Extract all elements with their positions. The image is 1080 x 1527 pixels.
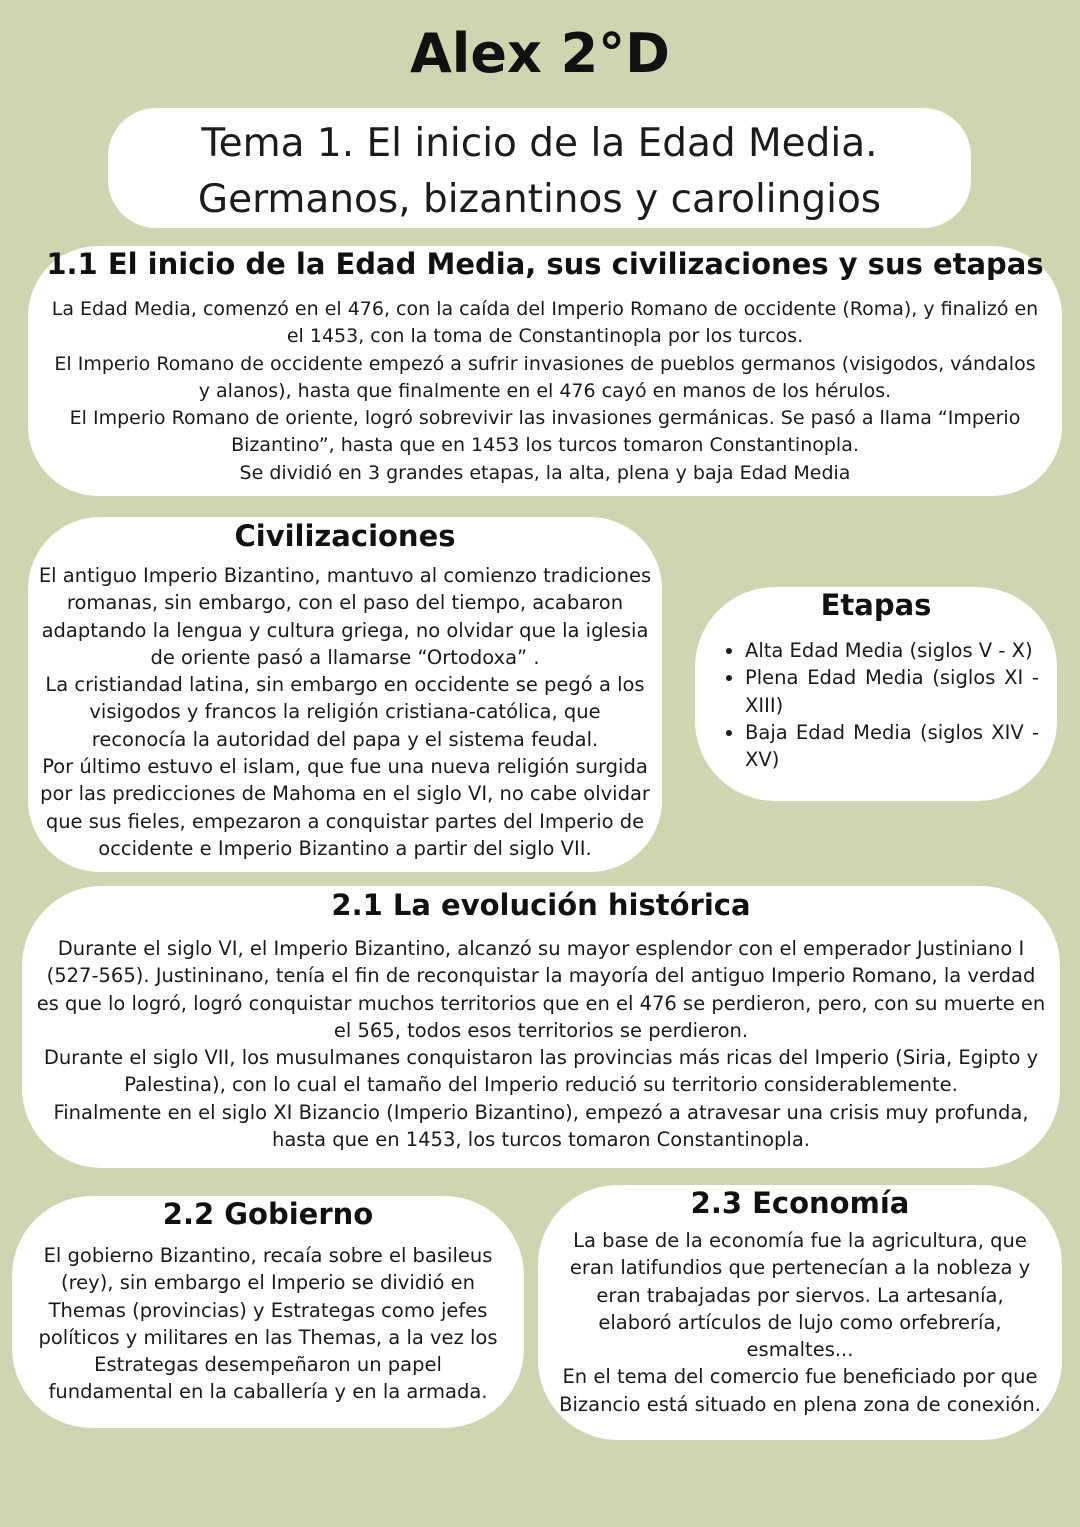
text-line: eran latifundios que pertenecían a la nobleza y (569, 1256, 1031, 1280)
text-line: visigodos y francos la religión cristiana-católica, que (89, 700, 601, 724)
text-line: Bizantino”, hasta que en 1453 los turcos tomaron Constantinopla. (231, 434, 859, 457)
etapas-card (695, 587, 1057, 801)
text-line: el 565, todos esos territorios se perdieron. (333, 1018, 749, 1042)
gobierno-card (12, 1196, 524, 1428)
gobierno-text (12, 1232, 524, 1406)
section-1-1-text (28, 282, 1062, 487)
text-line: (527-565). Justininano, tenía el fin de reconquistar la mayoría del antiguo Imperio Romano, la verdad (46, 964, 1036, 988)
text-line: eran trabajadas por siervos. La artesanía, (596, 1283, 1004, 1307)
civilizaciones-card (28, 517, 662, 872)
text-line: es que lo logró, logró conquistar muchos territorios que en el 476 se perdieron, pero, con su muerte en (36, 991, 1046, 1015)
text-line: Palestina), con lo cual el tamaño del Imperio redució su territorio considerablemente. (124, 1073, 958, 1097)
gobierno-heading: 2.2 Gobierno (162, 1197, 374, 1231)
text-line: Por último estuvo el islam, que fue una nueva religión surgida (42, 755, 648, 779)
topic-title-line-2: Germanos, bizantinos y carolingios (197, 177, 882, 222)
economia-card (538, 1185, 1062, 1440)
section-2-1-text (22, 923, 1060, 1153)
list-item: • Plena Edad Media (siglos XI - XIII) (745, 664, 1039, 719)
section-1-1-card (28, 246, 1062, 496)
text-line: que sus fieles, empezaron a conquistar partes del Imperio de (45, 809, 645, 833)
section-2-1-card (22, 886, 1060, 1168)
text-line: políticos y militares en las Themas, a la vez los (38, 1325, 498, 1349)
topic-title-line-1: Tema 1. El inicio de la Edad Media. (201, 121, 878, 166)
text-line: La cristiandad latina, sin embargo en occidente se pegó a los (45, 673, 645, 697)
text-line: Se dividió en 3 grandes etapas, la alta, plena y baja Edad Media (239, 461, 851, 484)
civilizaciones-heading: Civilizaciones (234, 519, 456, 553)
text-line: El gobierno Bizantino, recaía sobre el basileus (43, 1244, 493, 1267)
text-line: de oriente pasó a llamarse “Ortodoxa” . (150, 645, 540, 669)
economia-heading: 2.3 Economía (690, 1186, 910, 1220)
text-line: occidente e Imperio Bizantino a partir del siglo VII. (98, 836, 592, 860)
text-line: y alanos), hasta que finalmente en el 476 cayó en manos de los hérulos. (198, 379, 892, 402)
text-line: El antiguo Imperio Bizantino, mantuvo al comienzo tradiciones (38, 564, 652, 587)
text-line: esmaltes... (746, 1338, 854, 1362)
text-line: El Imperio Romano de occidente empezó a sufrir invasiones de pueblos germanos (visigodos, vándalos (54, 352, 1036, 375)
list-item: • Alta Edad Media (siglos V - X) (745, 637, 1039, 664)
text-line: adaptando la lengua y cultura griega, no olvidar que la iglesia (41, 618, 649, 642)
text-line: Durante el siglo VII, los musulmanes conquistaron las provincias más ricas del Imperio (Siria, Egipto y (43, 1046, 1039, 1070)
text-line: La Edad Media, comenzó en el 476, con la caída del Imperio Romano de occidente (Roma), y finalizó en (51, 298, 1039, 320)
text-line: Finalmente en el siglo XI Bizancio (Imperio Bizantino), empezó a atravesar una crisis muy profunda, (53, 1100, 1029, 1124)
section-2-1-heading: 2.1 La evolución histórica (331, 888, 751, 922)
text-line: romanas, sin embargo, con el paso del tiempo, acabaron (66, 591, 624, 615)
text-line: reconocía la autoridad del papa y el sistema feudal. (91, 727, 599, 751)
text-line: Themas (provincias) y Estrategas como jefes (48, 1298, 488, 1322)
etapas-list (695, 637, 1057, 773)
text-line: fundamental en la caballería y en la armada. (48, 1380, 488, 1404)
text-line: por las predicciones de Mahoma en el siglo VI, no cabe olvidar (40, 782, 650, 806)
text-line: hasta que en 1453, los turcos tomaron Constantinopla. (272, 1128, 810, 1152)
text-line: Durante el siglo VI, el Imperio Bizantino, alcanzó su mayor esplendor con el emperador Justiniano I (57, 937, 1025, 960)
section-1-1-heading: 1.1 El inicio de la Edad Media, sus civilizaciones y sus etapas (46, 247, 1044, 281)
text-line: el 1453, con la toma de Constantinopla por los turcos. (286, 325, 804, 348)
etapas-heading: Etapas (820, 588, 932, 622)
page-title: Alex 2°D (410, 22, 670, 85)
civilizaciones-text (28, 554, 662, 862)
text-line: (rey), sin embargo el Imperio se dividió en (60, 1271, 476, 1295)
text-line: elaboró artículos de lujo como orfebrería, (598, 1310, 1002, 1334)
economia-text (538, 1221, 1062, 1418)
text-line: El Imperio Romano de oriente, logró sobrevivir las invasiones germánicas. Se pasó a llama “Imperio (69, 407, 1021, 430)
text-line: La base de la economía fue la agricultura, que (573, 1229, 1027, 1252)
list-item: • Baja Edad Media (siglos XIV - XV) (745, 719, 1039, 774)
text-line: Estrategas desempeñaron un papel (94, 1353, 442, 1377)
topic-banner (108, 108, 971, 228)
text-line: En el tema del comercio fue beneficiado por que (562, 1365, 1038, 1389)
text-line: Bizancio está situado en plena zona de conexión. (559, 1392, 1041, 1416)
